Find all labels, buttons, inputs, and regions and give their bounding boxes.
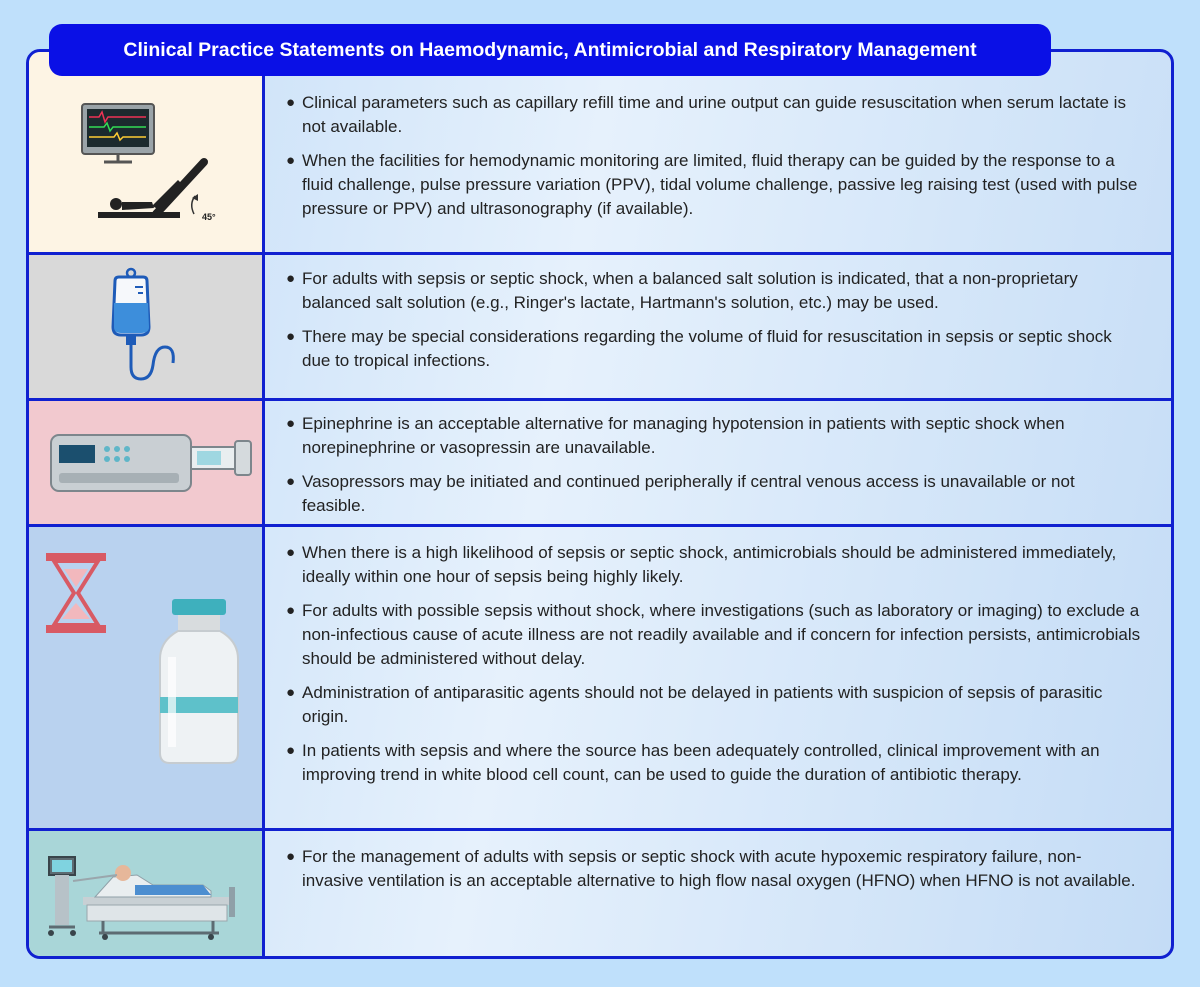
list-item: ● Clinical parameters such as capillary refill time and urine output can guide resuscitation when serum lactate is not available. bbox=[286, 93, 1126, 136]
list-item: ● In patients with sepsis and where the source has been adequately controlled, clinical improvement with an improving trend in white blood cell count, can be used to guide the duration of antibiotic therapy. bbox=[286, 741, 1100, 784]
bullet-text: For the management of adults with sepsis or septic shock with acute hypoxemic respiratory failure, non-invasive ventilation is an acceptable alternative to high flow nasal oxygen (HFNO) when HFNO is not available. bbox=[302, 847, 1136, 890]
icon-cell-antimicrobials bbox=[29, 527, 265, 828]
statement-row-respiratory bbox=[29, 831, 1171, 956]
vial-icon bbox=[154, 597, 244, 767]
statements-panel bbox=[26, 49, 1174, 959]
list-item: ● Administration of antiparasitic agents should not be delayed in patients with suspicion of sepsis of parasitic origin. bbox=[286, 683, 1103, 726]
bullet-text: For adults with possible sepsis without shock, where investigations (such as laboratory or imaging) to exclude a non-infectious cause of acute illness are not readily available and if concern for infection persists, antimicrobials should be administered without delay. bbox=[302, 601, 1141, 668]
bullet-text: Clinical parameters such as capillary refill time and urine output can guide resuscitation when serum lactate is not available. bbox=[302, 93, 1126, 136]
page-title: Clinical Practice Statements on Haemodynamic, Antimicrobial and Respiratory Management bbox=[49, 24, 1051, 76]
monitor-bed-icon bbox=[74, 102, 234, 232]
hourglass-icon bbox=[44, 551, 108, 635]
list-item: ● For adults with possible sepsis without shock, where investigations (such as laboratory or imaging) to exclude a non-infectious cause of acute illness are not readily available and if concern for infection persists, antimicrobials should be administered without delay. bbox=[286, 601, 1141, 668]
icon-cell-monitoring bbox=[29, 52, 265, 252]
bullet-text: In patients with sepsis and where the source has been adequately controlled, clinical improvement with an improving trend in white blood cell count, can be used to guide the duration of antibiotic therapy. bbox=[302, 741, 1100, 784]
statement-row-antimicrobials bbox=[29, 527, 1171, 831]
bullet-text: When the facilities for hemodynamic monitoring are limited, fluid therapy can be guided by the response to a fluid challenge, pulse pressure variation (PPV), tidal volume challenge, passive leg raising test (used with pulse pressure or PPV) and ultrasonography (if available). bbox=[302, 151, 1138, 218]
list-item: ● When there is a high likelihood of sepsis or septic shock, antimicrobials should be administered immediately, ideally within one hour of sepsis being highly likely. bbox=[286, 543, 1117, 586]
bullet-text: Epinephrine is an acceptable alternative for managing hypotension in patients with septic shock when norepinephrine or vasopressin are unavailable. bbox=[302, 414, 1065, 457]
bullet-text: Administration of antiparasitic agents should not be delayed in patients with suspicion of sepsis of parasitic origin. bbox=[302, 683, 1103, 726]
icon-cell-fluids bbox=[29, 255, 265, 398]
ventilator-bed-icon bbox=[43, 851, 243, 941]
syringe-pump-icon bbox=[47, 429, 257, 499]
angle-label: 45° bbox=[202, 212, 216, 222]
bullet-text: For adults with sepsis or septic shock, when a balanced salt solution is indicated, that a non-proprietary balanced salt solution (e.g., Ringer's lactate, Hartmann's solution, etc.) may be used. bbox=[302, 269, 1078, 312]
list-item: ● Vasopressors may be initiated and continued peripherally if central venous access is unavailable or not feasible. bbox=[286, 472, 1075, 515]
statement-row-vasopressors bbox=[29, 401, 1171, 527]
list-item: ● For the management of adults with sepsis or septic shock with acute hypoxemic respiratory failure, non-invasive ventilation is an acceptable alternative to high flow nasal oxygen (HFNO) when HFNO is not available. bbox=[286, 847, 1136, 890]
statement-row-fluids bbox=[29, 255, 1171, 401]
statement-row-monitoring bbox=[29, 52, 1171, 255]
bullet-text: Vasopressors may be initiated and continued peripherally if central venous access is unavailable or not feasible. bbox=[302, 472, 1075, 515]
bullet-text: There may be special considerations regarding the volume of fluid for resuscitation in sepsis or septic shock due to tropical infections. bbox=[302, 327, 1112, 370]
icon-cell-respiratory bbox=[29, 831, 265, 956]
icon-cell-vasopressors bbox=[29, 401, 265, 524]
bullet-text: When there is a high likelihood of sepsis or septic shock, antimicrobials should be administered immediately, ideally within one hour of sepsis being highly likely. bbox=[302, 543, 1117, 586]
list-item: ● Epinephrine is an acceptable alternative for managing hypotension in patients with septic shock when norepinephrine or vasopressin are unavailable. bbox=[286, 414, 1065, 457]
list-item: ● When the facilities for hemodynamic monitoring are limited, fluid therapy can be guided by the response to a fluid challenge, pulse pressure variation (PPV), tidal volume challenge, passive leg raising test (used with pulse pressure or PPV) and ultrasonography (if available). bbox=[286, 151, 1138, 218]
list-item: ● For adults with sepsis or septic shock, when a balanced salt solution is indicated, that a non-proprietary balanced salt solution (e.g., Ringer's lactate, Hartmann's solution, etc.) may be used. bbox=[286, 269, 1078, 312]
list-item: ● There may be special considerations regarding the volume of fluid for resuscitation in sepsis or septic shock due to tropical infections. bbox=[286, 327, 1112, 370]
iv-bag-icon bbox=[107, 267, 197, 387]
